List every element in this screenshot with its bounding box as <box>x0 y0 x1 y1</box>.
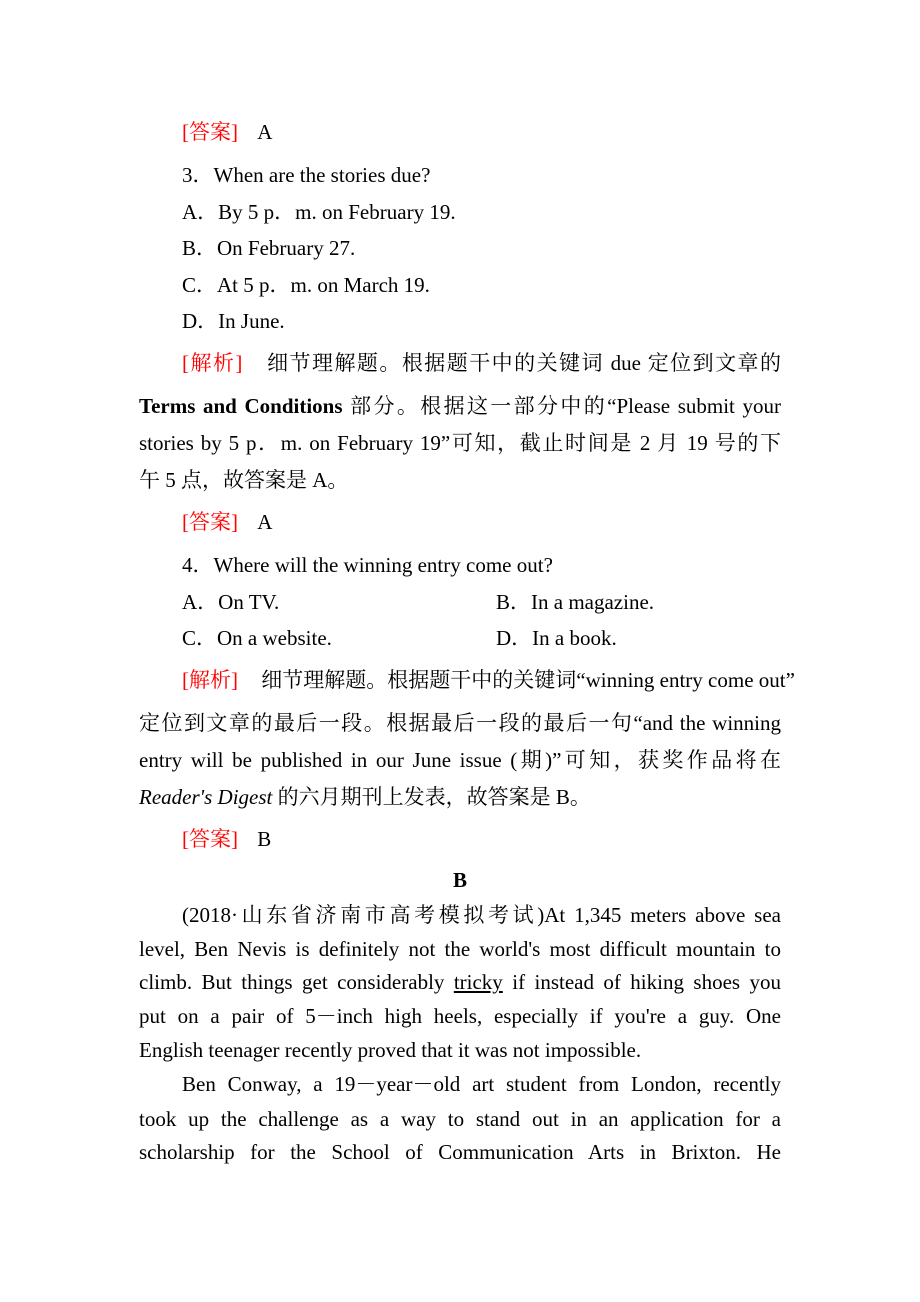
passage-p1-line-5: English teenager recently proved that it was not impossible. <box>139 1038 642 1062</box>
answer-tag: [答案] <box>182 120 238 144</box>
q4-answer: B <box>257 827 272 851</box>
passage-p2-line-3: scholarship for the School of Communication Arts in Brixton. He <box>139 1140 781 1164</box>
q3-option-b: B．On February 27. <box>182 236 356 260</box>
q3-option-d: D．In June. <box>182 309 285 333</box>
q3-question: 3．When are the stories due? <box>182 163 431 187</box>
passage-p1-line-2: level, Ben Nevis is definitely not the world's most difficult mountain to <box>139 937 781 961</box>
readers-digest: Reader's Digest <box>139 785 273 809</box>
q4-option-d: D．In a book. <box>496 626 617 650</box>
q4-question: 4．Where will the winning entry come out? <box>182 553 553 577</box>
q3-analysis-line-2: Terms and Conditions 部分。根据这一部分中的“Please submit your <box>139 394 781 418</box>
analysis-tag: [解析] <box>182 668 238 692</box>
answer-tag: [答案] <box>182 827 238 851</box>
section-heading: B <box>452 868 467 892</box>
q4-answer-line <box>182 825 271 853</box>
passage-p2-line-2: took up the challenge as a way to stand out in an application for a <box>139 1107 781 1131</box>
answer-tag: [答案] <box>182 510 238 534</box>
terms-and-conditions: Terms and Conditions <box>139 394 343 418</box>
q4-analysis-line-3: entry will be published in our June issue (期)”可知，获奖作品将在 <box>139 748 781 772</box>
q3-option-a: A．By 5 p．m. on February 19. <box>182 200 456 224</box>
q4-analysis-line-2: 定位到文章的最后一段。根据最后一段的最后一句“and the winning <box>139 711 781 735</box>
q4-option-a: A．On TV. <box>182 590 280 614</box>
passage-p1-line-3: climb. But things get considerably tricky if instead of hiking shoes you <box>139 970 781 994</box>
q4-analysis-line-1: [解析] 细节理解题。根据题干中的关键词“winning entry come out” <box>182 668 795 692</box>
passage-p1-line-1: (2018·山东省济南市高考模拟考试)At 1,345 meters above sea <box>182 903 781 927</box>
analysis-tag: [解析] <box>182 351 243 375</box>
q2-answer: A <box>257 120 273 144</box>
q3-analysis-line-1: [解析] 细节理解题。根据题干中的关键词 due 定位到文章的 <box>182 351 782 375</box>
q4-option-c: C．On a website. <box>182 626 332 650</box>
passage-p1-line-4: put on a pair of 5－inch high heels, especially if you're a guy. One <box>139 1004 781 1028</box>
q3-option-c: C．At 5 p．m. on March 19. <box>182 273 430 297</box>
q3-analysis-line-3: stories by 5 p．m. on February 19”可知，截止时间是 2 月 19 号的下 <box>139 431 781 455</box>
underlined-word-tricky: tricky <box>453 970 503 994</box>
q4-option-b: B．In a magazine. <box>496 590 655 614</box>
q4-analysis-line-4: Reader's Digest 的六月期刊上发表，故答案是 B。 <box>139 785 591 809</box>
q3-answer-line <box>182 508 272 536</box>
q3-analysis-line-4: 午 5 点，故答案是 A。 <box>139 468 349 492</box>
q3-answer: A <box>257 510 273 534</box>
passage-p2-line-1: Ben Conway, a 19－year－old art student from London, recently <box>182 1072 781 1096</box>
q2-answer-line <box>182 118 272 146</box>
